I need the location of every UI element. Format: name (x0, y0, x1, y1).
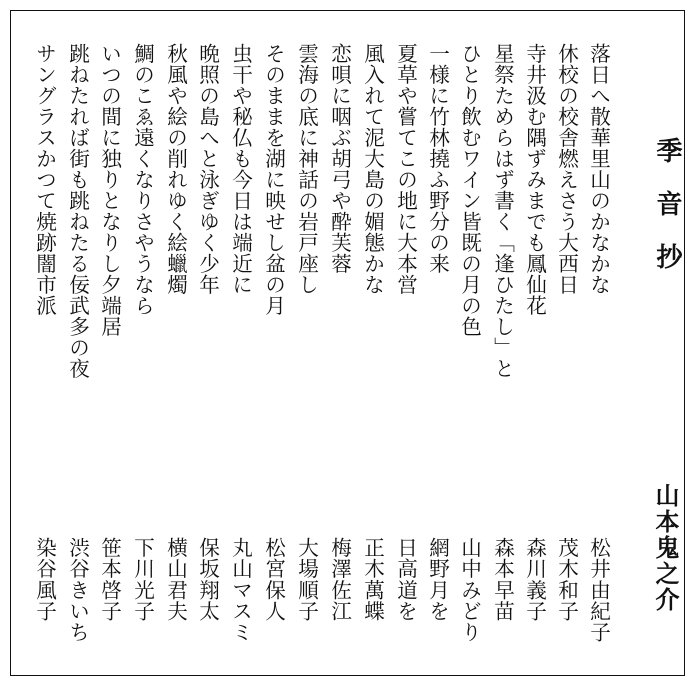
haiku-author: 網野月を (425, 537, 450, 622)
haiku-author: 山中みどり (457, 537, 482, 643)
haiku-verse: 夏草や嘗てこの地に大本営 (393, 43, 418, 295)
haiku-author: 染谷風子 (32, 537, 57, 622)
haiku-author: 大場順子 (294, 537, 319, 622)
haiku-author: 松宮保人 (261, 537, 286, 622)
compiler-name: 山本鬼之介 (651, 483, 679, 613)
haiku-author: 梅澤佐江 (327, 537, 352, 622)
haiku-verse: ひとり飲むワイン皆既の月の色 (457, 43, 482, 337)
haiku-verse: サングラスかつて焼跡闇市派 (32, 43, 57, 316)
haiku-author: 森本早苗 (490, 537, 515, 622)
section-title: 季音抄 (652, 137, 682, 296)
haiku-author: 松井由紀子 (586, 537, 611, 643)
haiku-verse: 秋風や絵の削れゆく絵蠟燭 (163, 43, 188, 295)
haiku-author: 丸山マスミ (228, 537, 253, 643)
haiku-author: 茂木和子 (554, 537, 579, 622)
haiku-author: 横山君夫 (163, 537, 188, 622)
haiku-verse: 跳ねたれば街も跳ねたる佞武多の夜 (65, 43, 90, 379)
page-frame (10, 10, 685, 676)
haiku-verse: 恋唄に咽ぶ胡弓や酔芙蓉 (327, 43, 352, 274)
haiku-author: 正木萬蝶 (360, 537, 385, 622)
haiku-verse: そのままを湖に映せし盆の月 (261, 43, 286, 316)
haiku-verse: 雲海の底に神話の岩戸座し (294, 43, 319, 295)
haiku-verse: 鯛のこゑ遠くなりさやうなら (130, 43, 155, 316)
haiku-verse: 星祭ためらはず書く「逢ひたし」と (490, 43, 515, 379)
haiku-verse: 虫干や秘仏も今日は端近に (228, 43, 253, 295)
haiku-author: 保坂翔太 (195, 537, 220, 622)
haiku-verse: 一様に竹林撓ふ野分の来 (425, 43, 450, 274)
haiku-verse: いつの間に独りとなりし夕端居 (97, 43, 122, 337)
haiku-author: 笹本啓子 (97, 537, 122, 622)
haiku-author: 下川光子 (130, 537, 155, 622)
haiku-verse: 晩照の島へと泳ぎゆく少年 (195, 43, 220, 295)
haiku-author: 渋谷きいち (65, 537, 90, 643)
haiku-verse: 風入れて泥大島の媚態かな (360, 43, 385, 295)
haiku-verse: 休校の校舎燃えさう大西日 (554, 43, 579, 295)
haiku-author: 日高道を (393, 537, 418, 622)
haiku-author: 森川義子 (522, 537, 547, 622)
haiku-verse: 落日へ散華里山のかなかな (586, 43, 611, 295)
haiku-verse: 寺井汲む隅ずみまでも鳳仙花 (522, 43, 547, 316)
